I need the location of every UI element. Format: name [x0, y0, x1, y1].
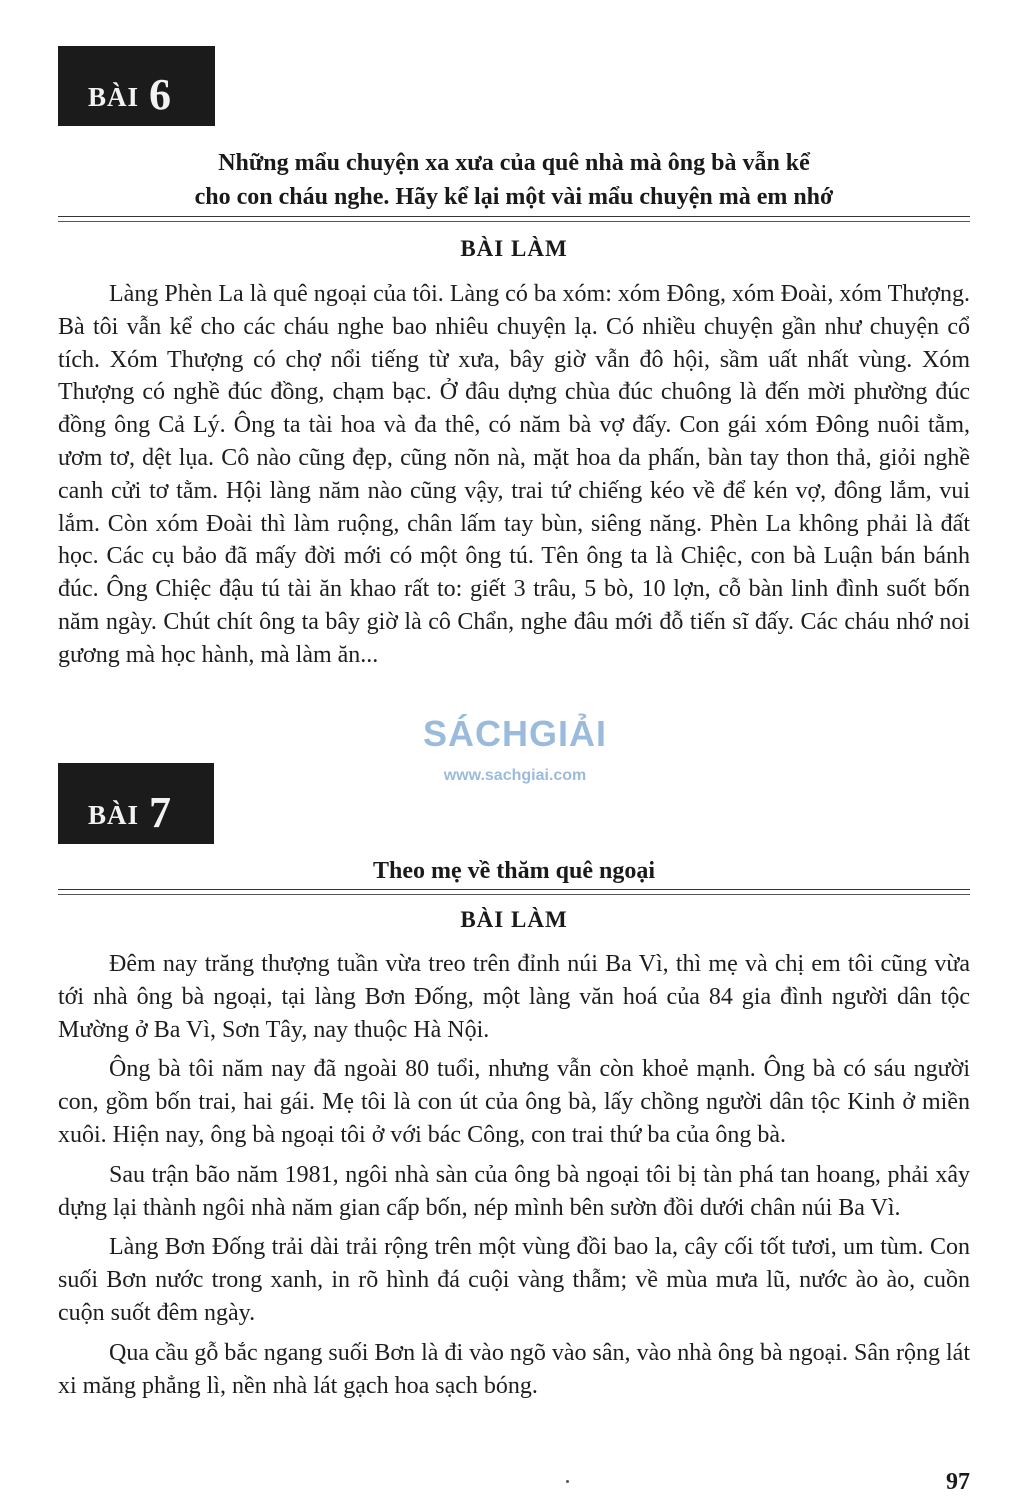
lesson-6-title — [58, 146, 970, 214]
lesson-badge-6 — [58, 46, 215, 126]
watermark-url: www.sachgiai.com — [443, 767, 587, 784]
badge-word: BÀI — [88, 82, 140, 112]
lesson-7-heading: BÀI LÀM — [460, 907, 568, 932]
paragraph: Đêm nay trăng thượng tuần vừa treo trên đỉnh núi Ba Vì, thì mẹ và chị em tôi cũng vừa tới nhà ông bà ngoại, tại làng Bơn Đống, một làng văn hoá của 84 gia đình người dân tộc Mường ở Ba Vì, Sơn Tây, nay thuộc Hà Nội. — [58, 951, 970, 1043]
watermark-logo: SÁCHGIẢI — [422, 713, 607, 754]
title-divider-thin — [58, 221, 970, 222]
badge-number: 6 — [149, 70, 172, 119]
paragraph: Ông bà tôi năm nay đã ngoài 80 tuổi, nhưng vẫn còn khoẻ mạnh. Ông bà có sáu người con, gồm bốn trai, hai gái. Mẹ tôi là con út của ông bà, lấy chồng người dân tộc Kinh ở miền xuôi. Hiện nay, ông bà ngoại tôi ở với bác Công, con trai thứ ba của ông bà. — [58, 1056, 970, 1148]
title-divider-thin — [58, 894, 970, 895]
watermark — [400, 702, 630, 800]
lesson-badge-7 — [58, 763, 214, 844]
title-line-1: Những mẩu chuyện xa xưa của quê nhà mà ông bà vẫn kể — [218, 150, 810, 176]
lesson-7-title: Theo mẹ về thăm quê ngoại — [373, 858, 655, 884]
print-speck — [566, 1480, 569, 1483]
badge-word: BÀI — [88, 800, 140, 830]
title-divider — [58, 216, 970, 217]
title-line-2: cho con cháu nghe. Hãy kể lại một vài mẩu chuyện mà em nhớ — [194, 184, 834, 210]
lesson-7-body — [58, 948, 970, 1409]
lesson-6-heading: BÀI LÀM — [460, 236, 568, 261]
badge-number: 7 — [149, 788, 172, 837]
paragraph: Làng Phèn La là quê ngoại của tôi. Làng có ba xóm: xóm Đông, xóm Đoài, xóm Thượng. Bà tôi vẫn kể cho các cháu nghe bao nhiêu chuyện lạ. Có nhiều chuyện gần như chuyện cổ tích. Xóm Thượng có chợ nổi tiếng từ xưa, bây giờ vẫn đô hội, sầm uất nhất vùng. Xóm Thượng có nghề đúc đồng, chạm bạc. Ở đâu dựng chùa đúc chuông là đến mời phường đúc đồng ông Cả Lý. Ông ta tài hoa và đa thê, có năm bà vợ đấy. Con gái xóm Đông nuôi tằm, ươm tơ, dệt lụa. Cô nào cũng đẹp, cũng nõn nà, mặt hoa da phấn, bàn tay thon thả, giỏi nghề canh cửi tơ tằm. Hội làng năm nào cũng vậy, trai tứ chiếng kéo về để kén vợ, đông lắm, vui lắm. Còn xóm Đoài thì làm ruộng, chân lấm tay bùn, siêng năng. Phèn La không phải là đất học. Các cụ bảo đã mấy đời mới có một ông tú. Tên ông ta là Chiệc, con bà Luận bán bánh đúc. Ông Chiệc đậu tú tài ăn khao rất to: giết 3 trâu, 5 bò, 10 lợn, cỗ bàn linh đình suốt bốn năm ngày. Chút chít ông ta bây giờ là cô Chẩn, nghe đâu mới đỗ tiến sĩ đấy. Các cháu nhớ noi gương mà học hành, mà làm ăn... — [58, 281, 970, 668]
paragraph: Qua cầu gỗ bắc ngang suối Bơn là đi vào ngõ vào sân, vào nhà ông bà ngoại. Sân rộng lát xi măng phẳng lì, nền nhà lát gạch hoa sạch bóng. — [58, 1339, 970, 1399]
page-number: 97 — [946, 1469, 970, 1495]
paragraph: Làng Bơn Đống trải dài trải rộng trên một vùng đồi bao la, cây cối tốt tươi, um tùm. Con suối Bơn nước trong xanh, in rõ hình đá cuội vàng thẫm; về mùa mưa lũ, nước ào ào, cuồn cuộn suốt đêm ngày. — [58, 1234, 970, 1326]
title-divider — [58, 889, 970, 890]
lesson-6-body — [58, 278, 970, 679]
paragraph: Sau trận bão năm 1981, ngôi nhà sàn của ông bà ngoại tôi bị tàn phá tan hoang, phải xây dựng lại thành ngôi nhà năm gian cấp bốn, nép mình bên sườn đồi dưới chân núi Ba Vì. — [58, 1161, 970, 1221]
